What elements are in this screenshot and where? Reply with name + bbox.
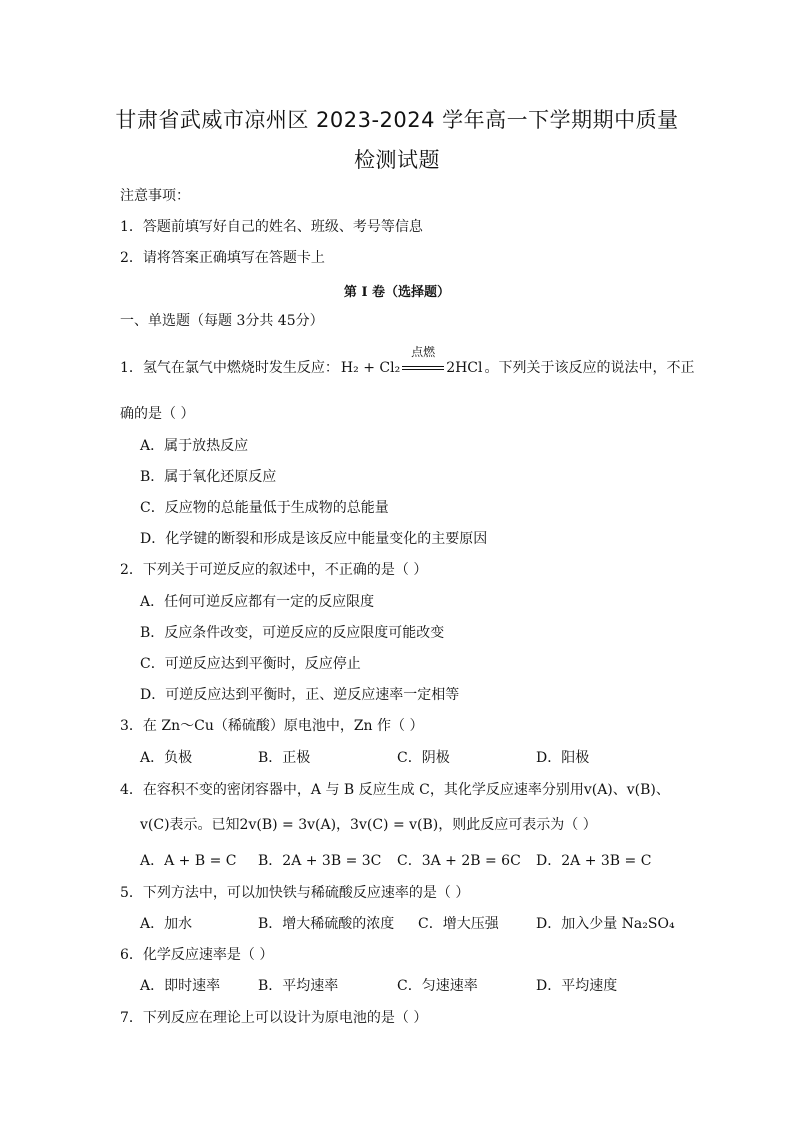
question-1-stem [120, 345, 695, 377]
section-title: 第 I 卷（选择题） [343, 285, 451, 300]
question-6-option-d: D．平均速度 [536, 978, 618, 994]
question-4-stem-line-2: v(C)表示。已知2v(B) = 3v(A)，3v(C) = v(B)，则此反应可表示为（ ） [140, 817, 597, 833]
reaction-equation [340, 345, 483, 377]
question-6-option-c: C．匀速速率 [397, 978, 478, 994]
question-1-option-b: B．属于氧化还原反应 [140, 469, 277, 485]
reaction-arrow [400, 345, 446, 377]
question-6-stem: 6．化学反应速率是（ ） [120, 947, 274, 963]
question-4-option-c: C．3A + 2B = 6C [397, 853, 521, 869]
reaction-condition: 点燃 [411, 345, 436, 359]
question-2-option-a: A．任何可逆反应都有一定的反应限度 [140, 594, 375, 610]
question-3-option-a: A．负极 [140, 750, 193, 766]
question-4-option-b: B．2A + 3B = 3C [258, 853, 382, 869]
reaction-reactants: H₂ + Cl₂ [340, 360, 401, 376]
question-3-option-d: D．阳极 [536, 750, 590, 766]
question-4-stem-line-1: 4．在容积不变的密闭容器中，A 与 B 反应生成 C，其化学反应速率分别用v(A)、v(B)、 [120, 782, 670, 798]
notice-item-2: 2．请将答案正确填写在答题卡上 [120, 250, 325, 266]
question-7-stem: 7．下列反应在理论上可以设计为原电池的是（ ） [120, 1010, 428, 1026]
question-1-suffix: 。下列关于该反应的说法中，不正 [484, 360, 695, 376]
question-2-option-b: B．反应条件改变，可逆反应的反应限度可能改变 [140, 625, 445, 641]
question-4-option-d: D．2A + 3B = C [536, 853, 652, 869]
question-2-option-c: C．可逆反应达到平衡时，反应停止 [140, 656, 361, 672]
question-3-option-b: B．正极 [258, 750, 311, 766]
document-title-line-1: 甘肃省武威市凉州区 2023-2024 学年高一下学期期中质量 [115, 108, 679, 132]
question-5-option-b: B．增大稀硫酸的浓度 [258, 916, 395, 932]
question-1-prefix: 1．氢气在氯气中燃烧时发生反应： [120, 360, 339, 376]
question-1-option-d: D．化学键的断裂和形成是该反应中能量变化的主要原因 [140, 531, 488, 547]
question-5-option-a: A．加水 [140, 916, 193, 932]
document-title-line-2: 检测试题 [354, 148, 440, 172]
question-6-option-b: B．平均速率 [258, 978, 339, 994]
notice-heading: 注意事项： [120, 188, 190, 204]
question-6-option-a: A．即时速率 [140, 978, 221, 994]
question-5-option-d: D．加入少量 Na₂SO₄ [536, 916, 675, 932]
question-1-continuation: 确的是（ ） [120, 406, 195, 422]
question-3-option-c: C．阴极 [397, 750, 450, 766]
question-2-stem: 2．下列关于可逆反应的叙述中，不正确的是（ ） [120, 562, 428, 578]
question-5-option-c: C．增大压强 [418, 916, 499, 932]
question-5-stem: 5．下列方法中，可以加快铁与稀硫酸反应速率的是（ ） [120, 885, 470, 901]
part-heading: 一、单选题（每题 3分共 45分） [120, 313, 324, 329]
notice-item-1: 1．答题前填写好自己的姓名、班级、考号等信息 [120, 219, 423, 235]
question-1-option-a: A．属于放热反应 [140, 438, 249, 454]
question-3-stem: 3．在 Zn～Cu（稀硫酸）原电池中，Zn 作（ ） [120, 718, 424, 734]
reaction-product: 2HCl [446, 360, 483, 376]
question-2-option-d: D．可逆反应达到平衡时，正、逆反应速率一定相等 [140, 687, 460, 703]
question-4-option-a: A．A + B = C [140, 853, 237, 869]
question-1-option-c: C．反应物的总能量低于生成物的总能量 [140, 500, 389, 516]
